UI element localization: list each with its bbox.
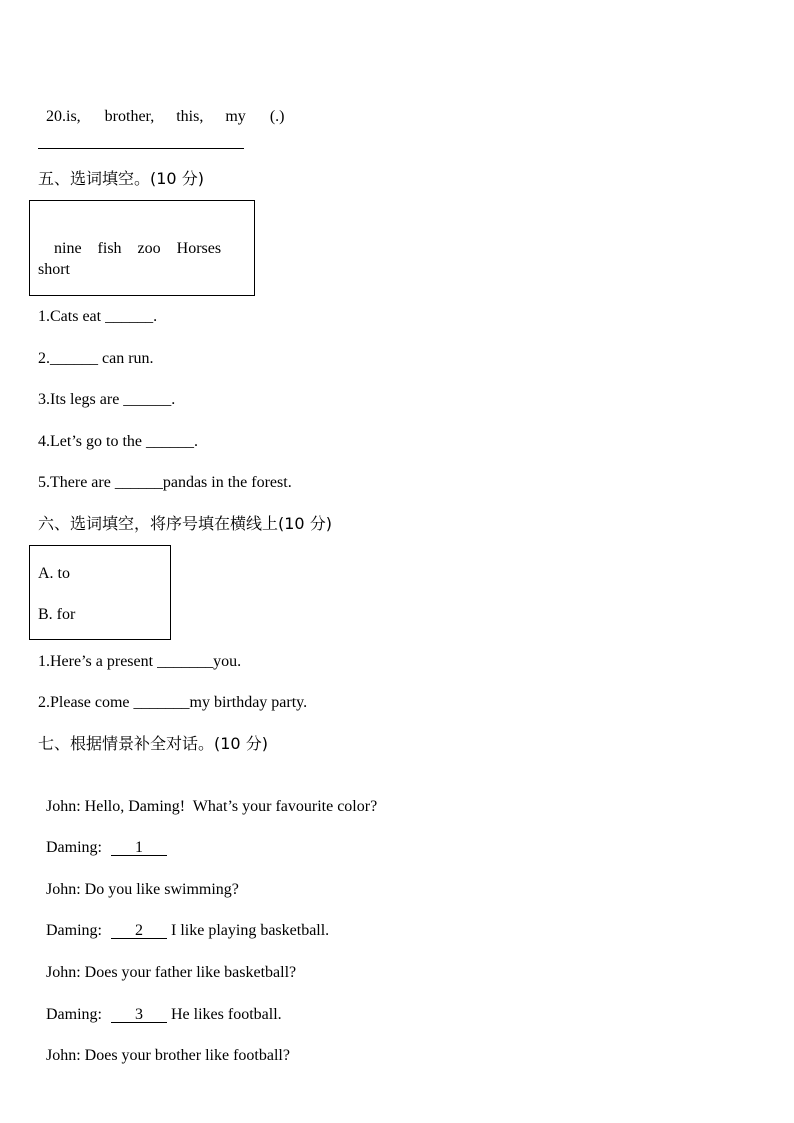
dialogue-line [38,943,296,983]
section-7-title: 七、根据情景补全对话。(10 分) [38,734,268,753]
fill-blank-item: 2.______ can run. [38,350,154,367]
scrambled-word: is, [66,108,81,125]
dialogue-line [38,860,239,900]
answer-line[interactable] [38,148,244,149]
answer-blank[interactable]: 3 [135,1006,143,1023]
dialogue-line [38,985,282,1025]
fill-blank-item: 2.Please come _______my birthday party. [38,694,308,711]
option-b: B. for [38,606,76,623]
word-option: zoo [137,240,161,257]
dialogue-text: Does your father like basketball? [84,964,297,981]
speaker: Daming: [46,1006,102,1023]
scrambled-word: this, [176,108,204,125]
end-punctuation: (.) [269,108,285,125]
scrambled-word: my [225,108,246,125]
scrambled-word: brother, [104,108,155,125]
speaker: John: [46,881,81,898]
dialogue-line [38,901,329,941]
question-20 [38,87,284,127]
speaker: John: [46,1047,81,1064]
answer-blank[interactable]: 2 [135,922,143,939]
options-box [29,545,171,640]
dialogue-text: He likes football. [171,1006,282,1023]
speaker: John: [46,798,81,815]
dialogue-text: Do you like swimming? [84,881,239,898]
speaker: Daming: [46,922,102,939]
fill-blank-item: 1.Cats eat ______. [38,308,158,325]
dialogue-text: Hello, Daming! What’s your favourite color? [84,798,378,815]
fill-blank-item: 5.There are ______pandas in the forest. [38,474,292,491]
word-bank-box [29,200,255,296]
dialogue-text: I like playing basketball. [171,922,330,939]
dialogue-line [38,818,167,858]
dialogue-text: Does your brother like football? [84,1047,290,1064]
question-number: 20. [46,108,66,125]
speaker: John: [46,964,81,981]
dialogue-line [38,1026,290,1066]
option-a: A. to [38,565,70,582]
dialogue-line [38,777,377,817]
fill-blank-item: 4.Let’s go to the ______. [38,433,198,450]
fill-blank-item: 1.Here’s a present _______you. [38,653,242,670]
fill-blank-item: 3.Its legs are ______. [38,391,176,408]
word-option: fish [97,240,122,257]
word-option: Horses [176,240,222,257]
word-option: nine [54,240,82,257]
speaker: Daming: [46,839,102,856]
section-5-title: 五、选词填空。(10 分) [38,169,204,188]
answer-blank[interactable]: 1 [135,839,143,856]
word-option: short [38,261,70,278]
section-6-title: 六、选词填空，将序号填在横线上(10 分) [38,514,332,533]
